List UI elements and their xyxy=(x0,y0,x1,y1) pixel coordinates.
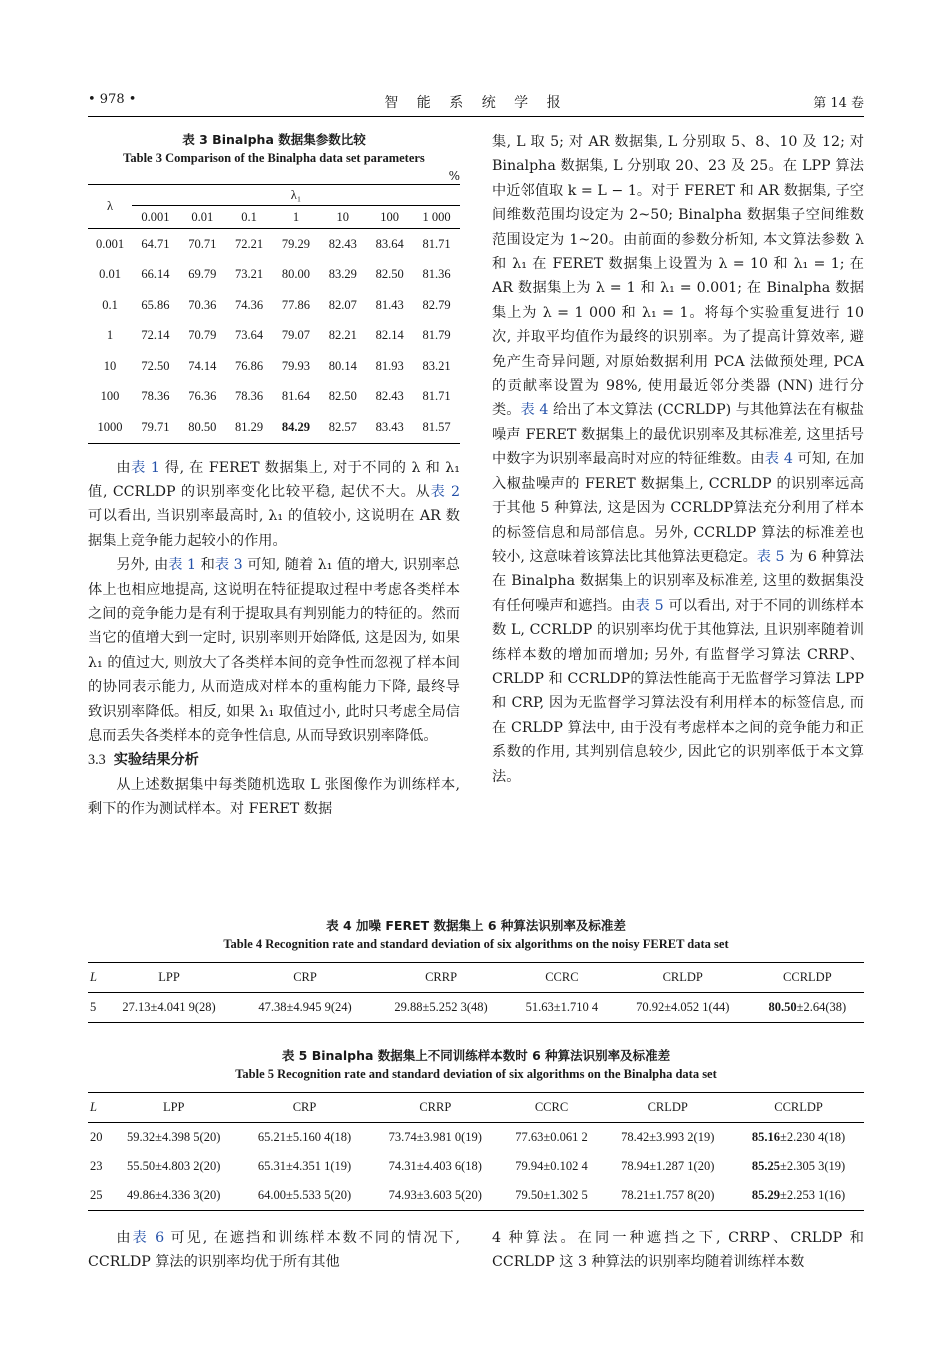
table5-best-value: 85.25 xyxy=(751,1159,781,1173)
table-row xyxy=(88,260,460,291)
table5-cell: 78.21±1.757 8(20) xyxy=(602,1181,733,1211)
table3-row-lambda: 0.1 xyxy=(102,297,118,312)
page-number: • 978 • xyxy=(88,92,137,107)
table3-lambda1-header: λ₁ xyxy=(132,185,460,206)
table5-cell: 59.32±4.398 5(20) xyxy=(127,1130,221,1144)
table4-col-header: L xyxy=(88,963,101,993)
left-p1-table-ref: 表 2 xyxy=(430,483,460,500)
table3-cell: 80.00 xyxy=(281,267,311,282)
table4-row-L: 5 xyxy=(88,993,101,1023)
table3-caption-cn: 表 3 Binalpha 数据集参数比较 xyxy=(182,132,366,147)
table5-cell: 78.94±1.287 1(20) xyxy=(621,1159,715,1173)
table3-col-header: 0.001 xyxy=(132,206,179,229)
table3-cell: 82.07 xyxy=(328,297,357,312)
table3-caption-en: Table 3 Comparison of the Binalpha data set parameters xyxy=(123,151,425,165)
table3-col-header: 10 xyxy=(319,206,366,229)
table3-cell: 80.50 xyxy=(179,412,226,443)
bottom-left-text: 可见, 在遮挡和训练样本数不同的情况下, CCRLDP 算法的识别率均优于所有其他 xyxy=(88,1230,460,1271)
table3-cell: 83.21 xyxy=(422,358,451,373)
table5-cell: 79.50±1.302 5 xyxy=(501,1181,603,1211)
right-p1-text: 集, L 取 5; 对 AR 数据集, L 分别取 5、8、10 及 12; 对 Binalpha 数据集, L 分别取 20、23 及 25。在 LPP 算法中近邻值取 k = L − 1。对于 FERET 和 AR 数据集, 子空间维数范围均设定为 2~50; Binalpha 数据集子空间维数范围设定为 1~20。由前面的参数分析知, 本文算法参数 λ 和 λ₁ 在 FERET 数据集上设置为 λ = 10 和 λ₁ = 1; 在 AR 数据集上为 λ = 1 和 λ₁ = 0.001; 在 Binalpha 数据集上为 λ = 1 000 和 λ₁ = 1。将每个实验重复进行 10 次, 并取平均值作为最终的识别率。为了提高计算效率, 避免产生奇异问题, 对原始数据利用 PCA 法做预处理, PCA 的贡献率设置为 98%, 使用最近邻分类器 (NN) 进行分类。 xyxy=(492,134,864,419)
table-row xyxy=(88,412,460,443)
table5-col-header: L xyxy=(88,1093,108,1123)
table5-cell: 55.50±4.803 2(20) xyxy=(127,1159,221,1173)
table3-row-lambda: 100 xyxy=(100,389,120,404)
table3-cell: 81.29 xyxy=(226,412,273,443)
table4-best-cell xyxy=(751,993,864,1023)
table3-cell: 81.71 xyxy=(422,389,451,404)
table3-cell: 79.71 xyxy=(132,412,179,443)
table3-cell: 82.21 xyxy=(328,328,357,343)
table3-row-lambda: 1 xyxy=(106,328,114,343)
table3-cell: 82.14 xyxy=(375,328,404,343)
table5-best-cell xyxy=(733,1181,864,1211)
left-paragraph-3: 从上述数据集中每类随机选取 L 张图像作为训练样本, 剩下的作为测试样本。对 FERET 数据 xyxy=(88,776,460,818)
table3-cell: 73.64 xyxy=(235,328,264,343)
table5-best-value: 85.16 xyxy=(751,1130,781,1144)
table3-cell: 81.93 xyxy=(375,358,404,373)
table5-best-std: ±2.230 4(18) xyxy=(780,1130,846,1144)
left-p2-text: 和 xyxy=(196,557,215,574)
table3-cell: 79.29 xyxy=(281,236,311,251)
table-row xyxy=(88,1181,864,1211)
bottom-right-paragraph: 4 种算法。在同一种遮挡之下, CRRP、CRLDP 和 CCRLDP 这 3 种算法的识别率均随着训练样本数 xyxy=(492,1230,864,1271)
section-number: 3.3 xyxy=(88,752,106,769)
table3-cell: 70.36 xyxy=(188,297,217,312)
table3-col-header: 0.1 xyxy=(226,206,273,229)
table5-best-std: ±2.305 3(19) xyxy=(780,1159,846,1173)
left-paragraph-1 xyxy=(88,456,460,554)
table3-cell: 78.36 xyxy=(235,389,264,404)
table5-best-value: 85.29 xyxy=(751,1188,781,1202)
table3-cell: 81.36 xyxy=(422,267,451,282)
table4-col-header: CCRLDP xyxy=(751,963,864,993)
table5-col-header: LPP xyxy=(108,1093,239,1123)
table5-caption-cn: 表 5 Binalpha 数据集上不同训练样本数时 6 种算法识别率及标准差 xyxy=(281,1048,671,1063)
table3-col-header: 1 xyxy=(273,206,320,229)
table3-cell: 73.21 xyxy=(235,267,264,282)
table5-cell: 64.00±5.533 5(20) xyxy=(239,1181,370,1211)
table3-cell: 78.36 xyxy=(141,389,170,404)
table3-col-header: 0.01 xyxy=(179,206,226,229)
table4-best-std: ±2.64(38) xyxy=(796,1000,847,1014)
bottom-right-text xyxy=(492,1226,864,1275)
table5-header-row xyxy=(88,1093,864,1123)
table3-cell: 83.64 xyxy=(375,236,404,251)
table5-best-std: ±2.253 1(16) xyxy=(780,1188,846,1202)
table3-cell: 81.79 xyxy=(422,328,451,343)
table3-cell: 66.14 xyxy=(141,267,170,282)
table-row xyxy=(88,229,460,260)
section-heading xyxy=(88,748,460,772)
right-p1-text: 为 6 种算法在 Binalpha 数据集上的识别率及标准差, 这里的数据集没有任何噪声和遮挡。由 xyxy=(492,548,864,614)
table3-cell: 76.36 xyxy=(188,389,217,404)
section-title: 实验结果分析 xyxy=(113,752,199,769)
table4 xyxy=(88,962,864,1023)
table5-col-header: CCRLDP xyxy=(733,1093,864,1123)
table3-cell: 72.14 xyxy=(141,328,170,343)
table3-cell: 74.14 xyxy=(188,358,217,373)
table3 xyxy=(88,184,460,444)
table5-cell: 78.42±3.993 2(19) xyxy=(621,1130,715,1144)
left-p1-text: 可以看出, 当识别率最高时, λ₁ 的值较小, 这说明在 AR 数据集上竞争能力起较小的作用。 xyxy=(88,508,460,549)
table3-cell: 80.14 xyxy=(328,358,357,373)
table-row xyxy=(88,1152,864,1181)
table-row xyxy=(88,351,460,382)
header-rule xyxy=(88,116,864,117)
bottom-left-table-ref: 表 6 xyxy=(132,1230,165,1246)
table-row xyxy=(88,290,460,321)
right-p1-table-ref: 表 4 xyxy=(520,402,549,419)
table4-cell: 29.88±5.252 3(48) xyxy=(373,993,509,1023)
right-p1-text: 可以看出, 对于不同的训练样本数 L, CCRLDP 的识别率均优于其他算法, 且识别率随着训练样本数的增加而增加; 另外, 有监督学习算法 CRRP、CRLDP 和 CCRLDP的算法性能高于无监督学习算法 LPP 和 CRP, 因为无监督学习算法没有利用样本的标签信息, 而在 CRLDP 算法中, 由于没有考虑样本之间的竞争能力和正系数的作用, 其判别信息较少, 因此它的识别率低于本文算法。 xyxy=(492,597,864,785)
table3-cell: 72.50 xyxy=(141,358,170,373)
table5-cell: 65.21±5.160 4(18) xyxy=(257,1130,352,1144)
table4-cell: 47.38±4.945 9(24) xyxy=(237,993,373,1023)
right-column xyxy=(492,130,864,789)
table5-best-cell xyxy=(733,1123,864,1153)
table4-cell: 51.63±1.710 4 xyxy=(509,993,615,1023)
table3-cell: 65.86 xyxy=(141,297,170,312)
table3-cell: 69.79 xyxy=(188,267,217,282)
table3-cell: 79.93 xyxy=(281,358,311,373)
table5-cell: 74.93±3.603 5(20) xyxy=(370,1181,501,1211)
table4-cell: 70.92±4.052 1(44) xyxy=(615,993,751,1023)
table3-cell: 74.36 xyxy=(235,297,264,312)
table3-row-lambda: 10 xyxy=(103,358,117,373)
table3-cell: 70.79 xyxy=(188,328,217,343)
table3-cell: 81.71 xyxy=(422,236,451,251)
bottom-left-text xyxy=(88,1226,460,1275)
table3-cell: 70.71 xyxy=(188,236,217,251)
left-p2-table-ref: 表 1 xyxy=(168,557,197,574)
table4-block xyxy=(88,916,864,1023)
table4-col-header: CCRC xyxy=(509,963,615,993)
table3-cell: 64.71 xyxy=(141,236,170,251)
right-p1-text: 可知, 在加入椒盐噪声的 FERET 数据集上, CCRLDP 的识别率远高于其他 5 种算法, 这是因为 CCRLDP算法充分利用了样本的标签信息和局部信息。另外, CCRLDP 算法的标准差也较小, 这意味着该算法比其他算法更稳定。 xyxy=(492,451,865,565)
table5 xyxy=(88,1092,864,1211)
table3-cell: 82.79 xyxy=(422,297,451,312)
table3-col-header: 100 xyxy=(366,206,413,229)
table4-cell: 27.13±4.041 9(28) xyxy=(101,993,237,1023)
left-p2-text: 另外, 由 xyxy=(116,557,169,574)
table3-cell: 81.43 xyxy=(375,297,404,312)
table5-block xyxy=(88,1046,864,1211)
table3-cell: 82.43 xyxy=(375,389,404,404)
table5-row-L: 25 xyxy=(88,1181,108,1211)
table4-col-header: LPP xyxy=(101,963,237,993)
right-p1-table-ref: 表 5 xyxy=(635,597,664,614)
bottom-left-paragraph xyxy=(88,1226,460,1275)
table3-cell: 81.64 xyxy=(281,389,311,404)
table4-caption-cn: 表 4 加噪 FERET 数据集上 6 种算法识别率及标准差 xyxy=(326,918,626,933)
table3-row-lambda: 0.01 xyxy=(99,267,121,282)
table3-cell: 72.21 xyxy=(235,236,264,251)
left-p2-table-ref: 表 3 xyxy=(214,557,243,574)
table3-row-lambda: 0.001 xyxy=(95,236,125,251)
page-header xyxy=(88,92,864,114)
table5-col-header: CRLDP xyxy=(602,1093,733,1123)
table3-cell: 82.43 xyxy=(328,236,357,251)
table-row xyxy=(88,321,460,352)
table5-col-header: CRRP xyxy=(370,1093,501,1123)
table3-cell: 83.43 xyxy=(366,412,413,443)
table5-row-L: 23 xyxy=(90,1159,103,1173)
table3-best-value: 84.29 xyxy=(281,419,311,434)
table3-unit: % xyxy=(448,169,460,183)
table5-cell: 73.74±3.981 0(19) xyxy=(388,1130,482,1144)
left-p2-text: 可知, 随着 λ₁ 值的增大, 识别率总体上也相应地提高, 这说明在特征提取过程中考虑各类样本之间的竞争能力是有利于提取具有判别能力的特征的。然而当它的值增大到一定时, 识别率则开始降低, 这是因为, 如果 λ₁ 的值过大, 则放大了各类样本间的竞争性而忽视了样本间的协同表示能力, 从而造成对样本的重构能力下降, 最终导致识别率降低。相反, 如果 λ₁ 取值过小, 此时只考虑全局信息而丢失各类样本的竞争性信息, 从而导致识别率降低。 xyxy=(88,557,460,744)
right-p1-text: 给出了本文算法 (CCRLDP) 与其他算法在有椒盐噪声 FERET 数据集上的最优识别率及其标准差, 这里括号中数字为识别率最高时对应的特征维数。由 xyxy=(492,402,864,468)
journal-title: 智 能 系 统 学 报 xyxy=(384,95,568,111)
table5-cell: 74.31±4.403 6(18) xyxy=(388,1159,482,1173)
table3-cell: 76.86 xyxy=(235,358,264,373)
left-p1-table-ref: 表 1 xyxy=(131,459,160,476)
table5-caption-en: Table 5 Recognition rate and standard deviation of six algorithms on the Binalpha data set xyxy=(235,1067,717,1081)
table-row xyxy=(88,993,864,1023)
table4-col-header: CRRP xyxy=(373,963,509,993)
table5-cell: 49.86±4.336 3(20) xyxy=(108,1181,239,1211)
table5-cell: 79.94±0.102 4 xyxy=(515,1159,588,1173)
table3-lambda-header: λ xyxy=(88,185,132,229)
table4-col-header: CRLDP xyxy=(615,963,751,993)
table3-cell: 81.57 xyxy=(413,412,460,443)
right-p1-table-ref: 表 5 xyxy=(756,548,785,565)
table3-row-lambda: 1000 xyxy=(88,412,132,443)
right-paragraph-1 xyxy=(492,130,864,789)
left-p1-text: 由 xyxy=(116,459,132,476)
table5-cell: 65.31±4.351 1(19) xyxy=(257,1159,352,1173)
table5-best-cell xyxy=(733,1152,864,1181)
table3-cell: 82.50 xyxy=(375,267,404,282)
table4-best-value: 80.50 xyxy=(768,1000,797,1014)
table5-col-header: CCRC xyxy=(501,1093,603,1123)
volume-label: 第 14 卷 xyxy=(813,96,864,111)
table5-col-header: CRP xyxy=(239,1093,370,1123)
table4-caption-en: Table 4 Recognition rate and standard deviation of six algorithms on the noisy FERET data set xyxy=(223,937,729,951)
table5-cell: 77.63±0.061 2 xyxy=(515,1130,588,1144)
table-row xyxy=(88,1123,864,1153)
left-column xyxy=(88,130,460,822)
table3-cell: 83.29 xyxy=(328,267,357,282)
table5-row-L: 20 xyxy=(90,1130,103,1144)
left-p1-text: 得, 在 FERET 数据集上, 对于不同的 λ 和 λ₁ 值, CCRLDP 的识别率变化比较平稳, 起伏不大。从 xyxy=(88,459,460,500)
table3-cell: 79.07 xyxy=(281,328,311,343)
table3-cell: 82.57 xyxy=(319,412,366,443)
left-paragraph-2 xyxy=(88,553,460,748)
table4-col-header: CRP xyxy=(237,963,373,993)
table3-col-header: 1 000 xyxy=(413,206,460,229)
table4-header-row xyxy=(88,963,864,993)
table-row xyxy=(88,382,460,413)
table3-cell xyxy=(273,412,320,443)
table3-cell: 77.86 xyxy=(281,297,311,312)
bottom-left-text: 由 xyxy=(116,1230,133,1246)
right-p1-table-ref: 表 4 xyxy=(764,451,793,468)
table3-cell: 82.50 xyxy=(328,389,357,404)
